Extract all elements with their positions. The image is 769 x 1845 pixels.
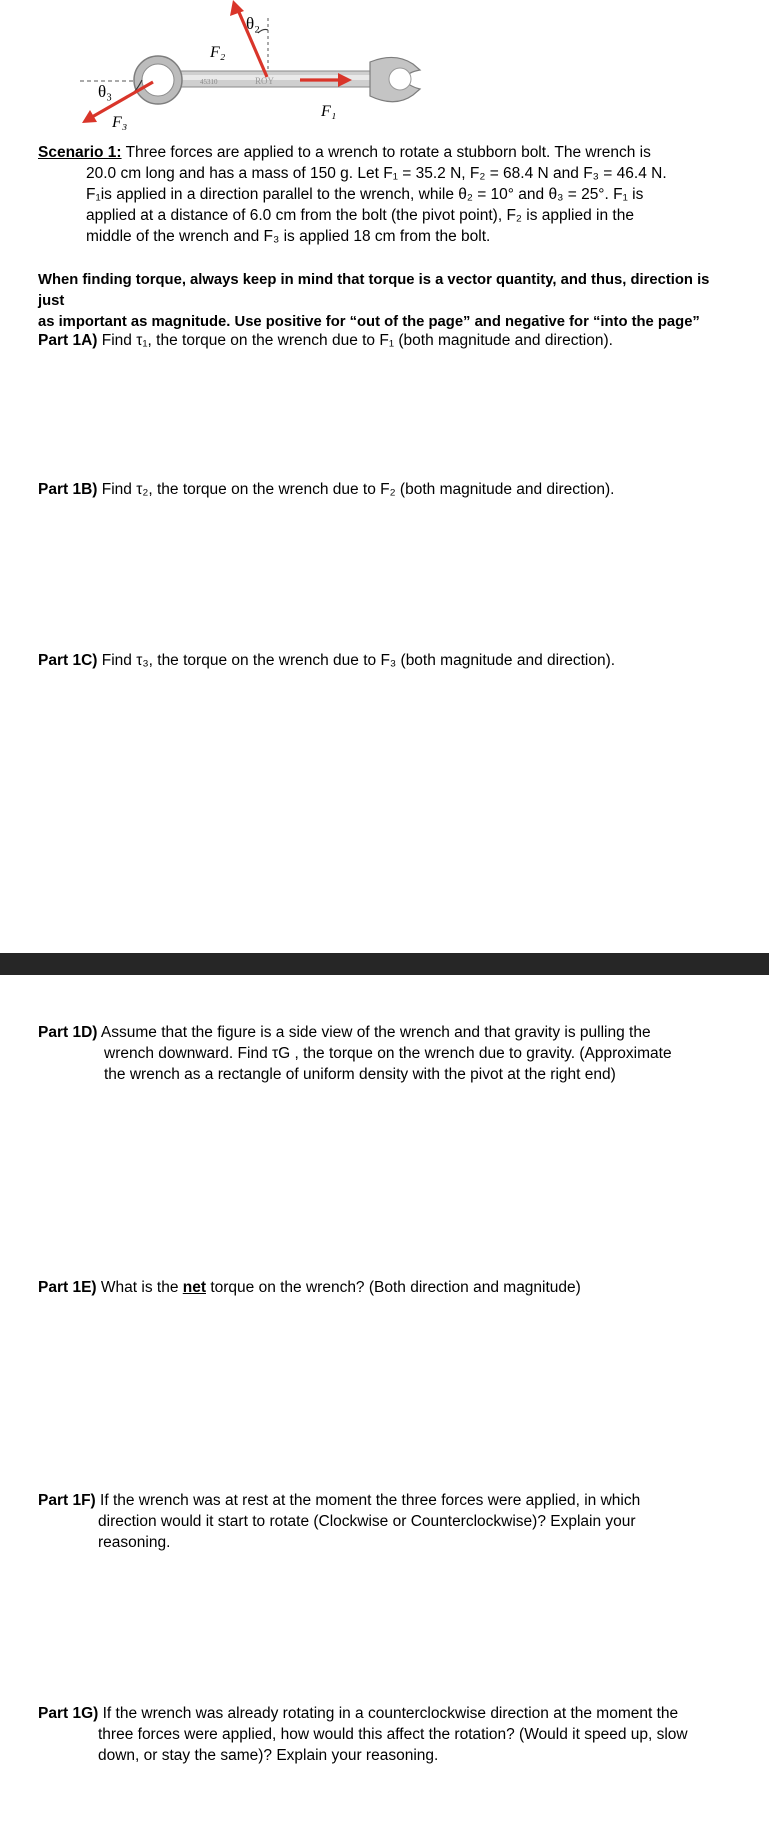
part-1g-label: Part 1G)	[38, 1705, 99, 1722]
part-1c-text: Find τ₃, the torque on the wrench due to F₃ (both magnitude and direction).	[101, 652, 616, 669]
part-1b-label: Part 1B)	[38, 481, 98, 498]
part-1e-net: net	[182, 1279, 206, 1296]
note-line-1: When finding torque, always keep in mind that torque is a vector quantity, and thus, direction is just	[38, 272, 710, 309]
scenario-line-4: applied at a distance of 6.0 cm from the bolt (the pivot point), F₂ is applied in the	[86, 207, 634, 224]
part-1d-line-3: the wrench as a rectangle of uniform density with the pivot at the right end)	[104, 1066, 616, 1083]
f2-label: F₂	[210, 44, 226, 61]
part-1g	[38, 1703, 729, 1766]
part-1b-text: Find τ₂, the torque on the wrench due to F₂ (both magnitude and direction).	[101, 481, 615, 498]
scenario-line-1: Three forces are applied to a wrench to rotate a stubborn bolt. The wrench is	[125, 144, 651, 161]
torque-note	[38, 270, 729, 333]
part-1e	[38, 1277, 729, 1298]
f1-label: F₁	[321, 103, 337, 120]
part-1f-line-3: reasoning.	[98, 1534, 171, 1551]
part-1d-line-1: Assume that the figure is a side view of the wrench and that gravity is pulling the	[100, 1024, 651, 1041]
scenario-paragraph	[38, 142, 729, 247]
part-1c-label: Part 1C)	[38, 652, 98, 669]
part-1f	[38, 1490, 729, 1553]
scenario-line-3: F₁is applied in a direction parallel to the wrench, while θ₂ = 10° and θ₃ = 25°. F₁ is	[86, 186, 644, 203]
note-line-2: as important as magnitude. Use positive for “out of the page” and negative for “into the page”	[38, 314, 700, 330]
wrench-figure	[0, 0, 769, 135]
part-1e-label: Part 1E)	[38, 1279, 97, 1296]
part-1g-line-2: three forces were applied, how would this affect the rotation? (Would it speed up, slow	[98, 1726, 688, 1743]
part-1c	[38, 650, 729, 671]
part-1f-line-1: If the wrench was at rest at the moment the three forces were applied, in which	[100, 1492, 641, 1509]
wrench-image	[134, 56, 420, 104]
f3-label: F₃	[112, 114, 128, 131]
svg-text:45310: 45310	[200, 78, 218, 86]
part-1b	[38, 479, 729, 500]
f2-arrowhead	[230, 0, 244, 16]
part-1d-line-2: wrench downward. Find τG , the torque on the wrench due to gravity. (Approximate	[104, 1045, 672, 1062]
part-1a-label: Part 1A)	[38, 332, 98, 349]
part-1a	[38, 330, 729, 351]
theta2-label: θ₂	[246, 14, 261, 33]
theta3-label: θ₃	[98, 82, 113, 101]
part-1f-label: Part 1F)	[38, 1492, 96, 1509]
svg-text:ROY: ROY	[255, 76, 275, 86]
scenario-label: Scenario 1:	[38, 144, 122, 161]
part-1g-line-3: down, or stay the same)? Explain your reasoning.	[98, 1747, 439, 1764]
part-1g-line-1: If the wrench was already rotating in a counterclockwise direction at the moment the	[102, 1705, 679, 1722]
scenario-line-5: middle of the wrench and F₃ is applied 18 cm from the bolt.	[86, 228, 491, 245]
part-1e-pre: What is the	[100, 1279, 179, 1296]
part-1e-post: torque on the wrench? (Both direction and magnitude)	[210, 1279, 581, 1296]
part-1d-label: Part 1D)	[38, 1024, 98, 1041]
part-1f-line-2: direction would it start to rotate (Clockwise or Counterclockwise)? Explain your	[98, 1513, 636, 1530]
part-1a-text: Find τ₁, the torque on the wrench due to F₁ (both magnitude and direction).	[101, 332, 613, 349]
scenario-line-2: 20.0 cm long and has a mass of 150 g. Let F₁ = 35.2 N, F₂ = 68.4 N and F₃ = 46.4 N.	[86, 165, 667, 182]
part-1d	[38, 1022, 729, 1085]
page-separator	[0, 953, 769, 975]
